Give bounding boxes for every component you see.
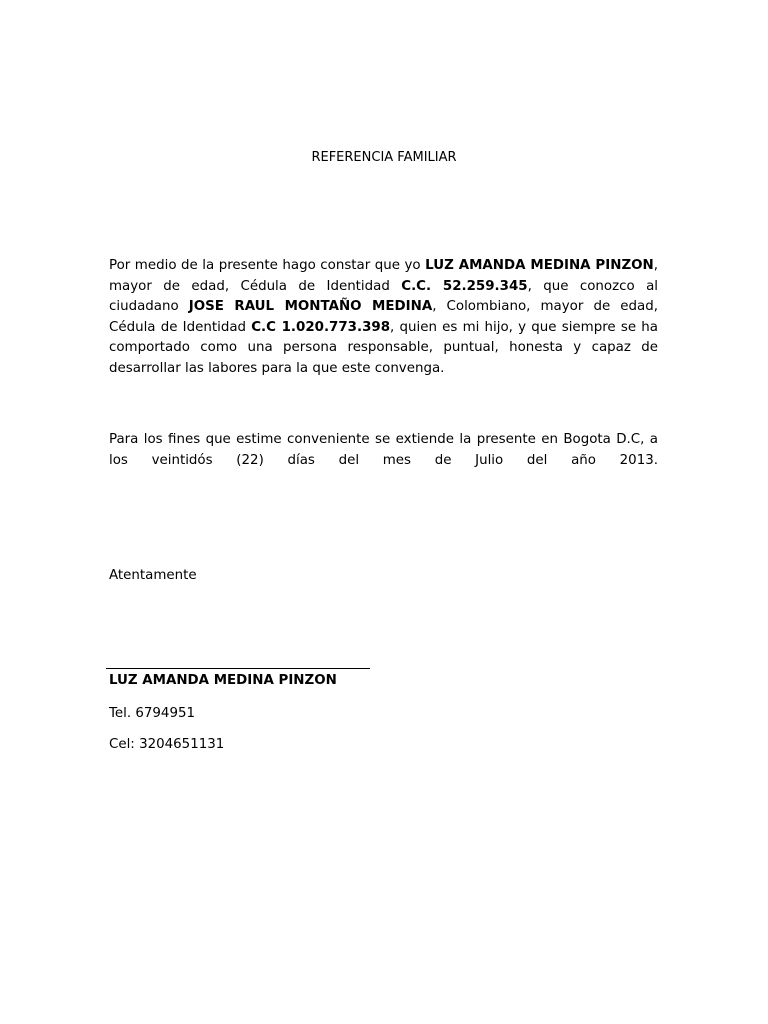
signature-name: LUZ AMANDA MEDINA PINZON xyxy=(109,673,337,688)
p1-text-3: , que conozco al ciudadano xyxy=(109,278,658,315)
p1-referred-id: C.C 1.020.773.398 xyxy=(251,319,391,335)
body-paragraph-1 xyxy=(109,256,658,380)
p1-declarant-id: C.C. 52.259.345 xyxy=(401,278,528,294)
signature-phone: Tel. 6794951 xyxy=(109,706,196,721)
p1-referred-name: JOSE RAUL MONTAÑO MEDINA xyxy=(188,299,433,315)
p1-text-1: Por medio de la presente hago constar que yo xyxy=(109,258,426,273)
signature-line xyxy=(106,668,370,669)
body-paragraph-2: Para los fines que estime conveniente se extiende la presente en Bogota D.C, a los veintidós (22) días del mes de Julio del año 2013. xyxy=(109,432,658,468)
p1-text-2: , mayor de edad, Cédula de Identidad xyxy=(109,258,659,294)
signature-cellphone: Cel: 3204651131 xyxy=(109,737,225,752)
p1-text-5: , quien es mi hijo, y que siempre se ha comportado como una persona responsable, puntual, honesta y capaz de desarrollar las labores para la que este convenga. xyxy=(109,319,658,376)
p1-declarant-name: LUZ AMANDA MEDINA PINZON xyxy=(425,258,654,273)
p1-text-4: , Colombiano, mayor de edad, Cédula de Identidad xyxy=(109,299,658,335)
document-title: REFERENCIA FAMILIAR xyxy=(311,150,457,165)
closing-text: Atentamente xyxy=(109,568,197,583)
